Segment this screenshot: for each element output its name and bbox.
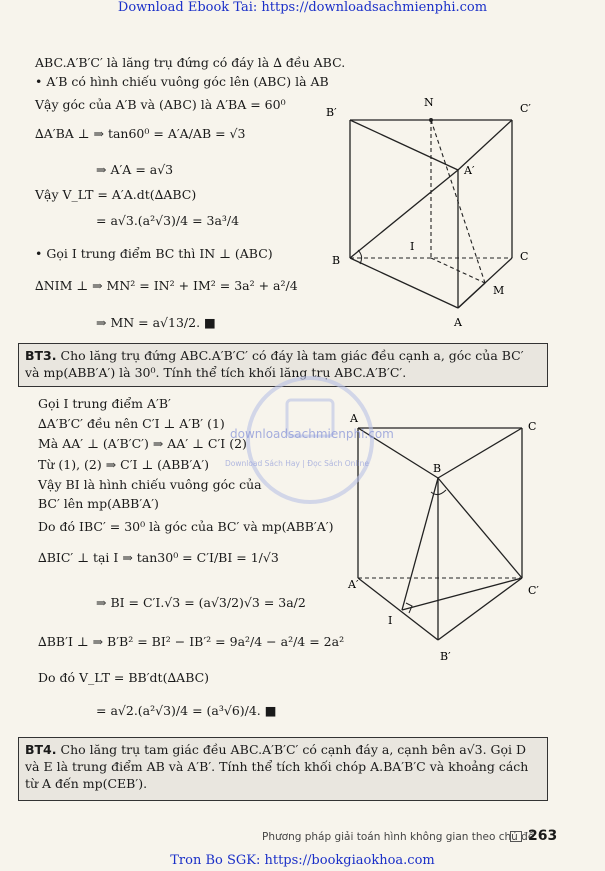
figure-label: I [410,240,415,253]
page-number: 263 [528,828,558,844]
figure-label: A [454,316,462,329]
figure-label: I [388,614,393,627]
figure-label: B [433,462,442,475]
solution-line: ∆A′B′C′ đều nên C′I ⊥ A′B′ (1) [38,416,225,431]
solution-line: ∆NIM ⊥ ⇒ MN² = IN² + IM² = 3a² + a²/4 [35,278,298,293]
exercise-label: BT3. [25,348,57,363]
figure-label: B [332,254,341,267]
solution-line: ⇒ A′A = a√3 [96,162,174,177]
book-icon [510,831,522,842]
exercise-text: Cho lăng trụ tam giác đều ABC.A′B′C′ có cạnh đáy a, cạnh bên a√3. Gọi D và E là trung điểm AB và A′B′. Tính thể tích khối chóp A.BA′B′C và khoảng cách từ A đến mp(CEB′). [25,742,529,791]
solution-line: Vậy góc của A′B và (ABC) là A′BA = 60⁰ [35,97,286,112]
solution-line: = a√3.(a²√3)/4 = 3a³/4 [96,213,240,228]
book-title: Phương pháp giải toán hình không gian theo chủ đề [262,831,535,843]
solution-line: Mà AA′ ⊥ (A′B′C′) ⇒ AA′ ⊥ C′I (2) [38,436,247,451]
exercise-text: Cho lăng trụ đứng ABC.A′B′C′ có đáy là tam giác đều cạnh a, góc của BC′ và mp(ABB′A′) là 30⁰. Tính thể tích khối lăng trụ ABC.A′B′C′. [25,348,524,380]
figure-label: M [493,284,505,297]
solution-line: • Gọi I trung điểm BC thì IN ⊥ (ABC) [35,246,273,261]
solution-line: ⇒ BI = C′I.√3 = (a√3/2)√3 = 3a/2 [96,595,306,610]
figure-label: N [424,96,434,109]
figure-label: B′ [440,650,451,663]
solution-line: Gọi I trung điểm A′B′ [38,396,171,411]
solution-line: Do đó V_LT = BB′dt(∆ABC) [38,670,210,685]
watermark-text: downloadsachmienphi.com [230,427,394,441]
exercise-label: BT4. [25,742,57,757]
solution-line: • A′B có hình chiếu vuông góc lên (ABC) là AB [35,74,329,89]
prism-figure-1 [320,90,550,335]
solution-line: BC′ lên mp(ABB′A′) [38,496,159,511]
watermark-text: Download Sách Hay | Đọc Sách Online [225,459,369,468]
solution-line: Do đó IBC′ = 30⁰ là góc của BC′ và mp(ABB′A′) [38,519,334,534]
solution-line: ABC.A′B′C′ là lăng trụ đứng có đáy là ∆ đều ABC. [35,55,346,70]
figure-label: A′ [348,578,359,591]
figure-label: B′ [326,106,337,119]
solution-line: ∆BB′I ⊥ ⇒ B′B² = BI² − IB′² = 9a²/4 − a²/4 = 2a² [38,634,345,649]
solution-line: Vậy V_LT = A′A.dt(∆ABC) [35,187,197,202]
figure-label: C [520,250,529,263]
watermark-logo [225,372,395,508]
solution-line: ∆BIC′ ⊥ tại I ⇒ tan30⁰ = C′I/BI = 1/√3 [38,550,279,565]
header-download-link[interactable]: Download Ebook Tai: https://downloadsachmienphi.com [117,0,488,15]
solution-line: Vậy BI là hình chiếu vuông góc của [38,477,262,492]
figure-label: C′ [520,102,531,115]
figure-label: A [350,412,358,425]
exercise-bt4 [18,737,548,801]
solution-line: ∆A′BA ⊥ ⇒ tan60⁰ = A′A/AB = √3 [35,126,246,141]
figure-label: C [528,420,537,433]
solution-line: ⇒ MN = a√13/2. ■ [96,315,216,330]
figure-label: A′ [464,164,475,177]
solution-line: Từ (1), (2) ⇒ C′I ⊥ (ABB′A′) [38,457,210,472]
figure-label: C′ [528,584,539,597]
footer-sgk-link[interactable]: Tron Bo SGK: https://bookgiaokhoa.com [170,853,435,868]
solution-line: = a√2.(a²√3)/4 = (a³√6)/4. ■ [96,703,277,718]
